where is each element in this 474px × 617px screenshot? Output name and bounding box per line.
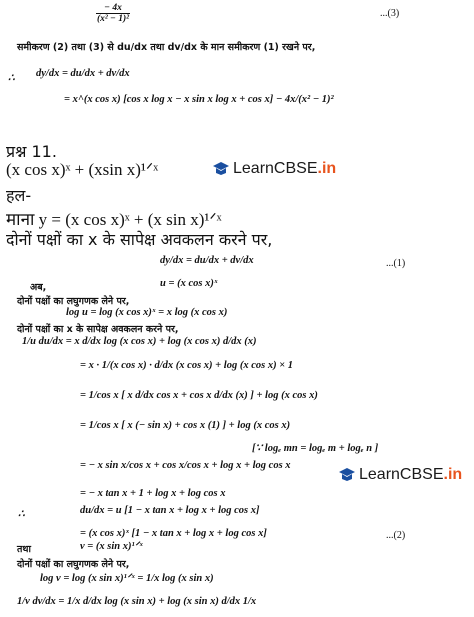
- bookmark-icon: [338, 466, 356, 484]
- dydx-sum: dy/dx = du/dx + dv/dx: [36, 68, 130, 79]
- step-7: = − x tan x + 1 + log x + log cos x: [80, 488, 226, 499]
- question-expression: (x cos x)ˣ + (xsin x)¹ᐟˣ: [6, 160, 159, 179]
- logo-tld: .in: [317, 160, 337, 177]
- eq3-denominator: (x² − 1)²: [97, 14, 130, 24]
- question-label: प्रश्न 11.: [6, 142, 57, 161]
- logo-tld: .in: [443, 466, 463, 483]
- logo-name: LearnCBSE: [359, 466, 444, 483]
- log-rule-note: [∵ logₑ mn = logₑ m + logₑ n ]: [252, 443, 379, 454]
- step-9-tag: ...(2): [386, 530, 406, 541]
- step-9: = (x cos x)ˣ [1 − x tan x + log x + log cos x]: [80, 528, 267, 539]
- differentiate-line: दोनों पक्षों का x के सापेक्ष अवकलन करने पर,: [6, 230, 273, 249]
- eq3-tag: ...(3): [380, 8, 400, 19]
- u-definition: u = (x cos x)ˣ: [160, 278, 218, 289]
- eq3-fraction: [96, 3, 130, 24]
- learncbse-logo-bottom: [338, 466, 462, 484]
- eq3-numerator: − 4x: [96, 3, 130, 14]
- step-3: = 1/cos x [ x d/dx cos x + cos x d/dx (x) ] + log (x cos x): [80, 390, 318, 401]
- hindi-substitute-line: समीकरण (2) तथा (3) से du/dx तथा dv/dx के मान समीकरण (1) रखने पर,: [17, 42, 316, 53]
- learncbse-logo-top: [212, 160, 336, 178]
- step-4: = 1/cos x [ x (− sin x) + cos x (1) ] + log (x cos x): [80, 420, 291, 431]
- solution-label: हल-: [6, 186, 32, 205]
- step-8: du/dx = u [1 − x tan x + log x + log cos x]: [80, 505, 260, 516]
- therefore-symbol: ∴: [8, 73, 15, 84]
- step-6: = − x sin x/cos x + cos x/cos x + log x + log cos x: [80, 460, 291, 471]
- log-both-label-2: दोनों पक्षों का लघुगणक लेने पर,: [17, 559, 130, 570]
- logo-name: LearnCBSE: [233, 160, 318, 177]
- therefore-symbol-2: ∴: [18, 509, 25, 520]
- step-10: 1/v dv/dx = 1/x d/dx log (x sin x) + log (x sin x) d/dx 1/x: [17, 596, 257, 607]
- step-1: 1/u du/dx = x d/dx log (x cos x) + log (x cos x) d/dx (x): [22, 336, 257, 347]
- final-result: = x^(x cos x) [cos x log x − x sin x log x + cos x] − 4x/(x² − 1)²: [64, 94, 334, 105]
- log-u-line: log u = log (x cos x)ˣ = x log (x cos x): [66, 307, 228, 318]
- step-eq1: dy/dx = du/dx + dv/dx: [160, 255, 254, 266]
- diff-wrt-x-label: दोनों पक्षों का x के सापेक्ष अवकलन करने पर,: [17, 324, 179, 335]
- bookmark-icon: [212, 160, 230, 178]
- tatha-label: तथा: [17, 544, 31, 555]
- log-both-label: दोनों पक्षों का लघुगणक लेने पर,: [17, 296, 130, 307]
- let-line: माना y = (x cos x)ˣ + (x sin x)¹ᐟˣ: [6, 210, 222, 229]
- log-v-line: log v = log (x sin x)¹ᐟˣ = 1/x log (x sin x): [40, 573, 214, 584]
- step-2: = x · 1/(x cos x) · d/dx (x cos x) + log (x cos x) × 1: [80, 360, 294, 371]
- ab-label: अब,: [30, 282, 47, 293]
- v-definition: v = (x sin x)¹ᐟˣ: [80, 541, 143, 552]
- step-eq1-tag: ...(1): [386, 258, 406, 269]
